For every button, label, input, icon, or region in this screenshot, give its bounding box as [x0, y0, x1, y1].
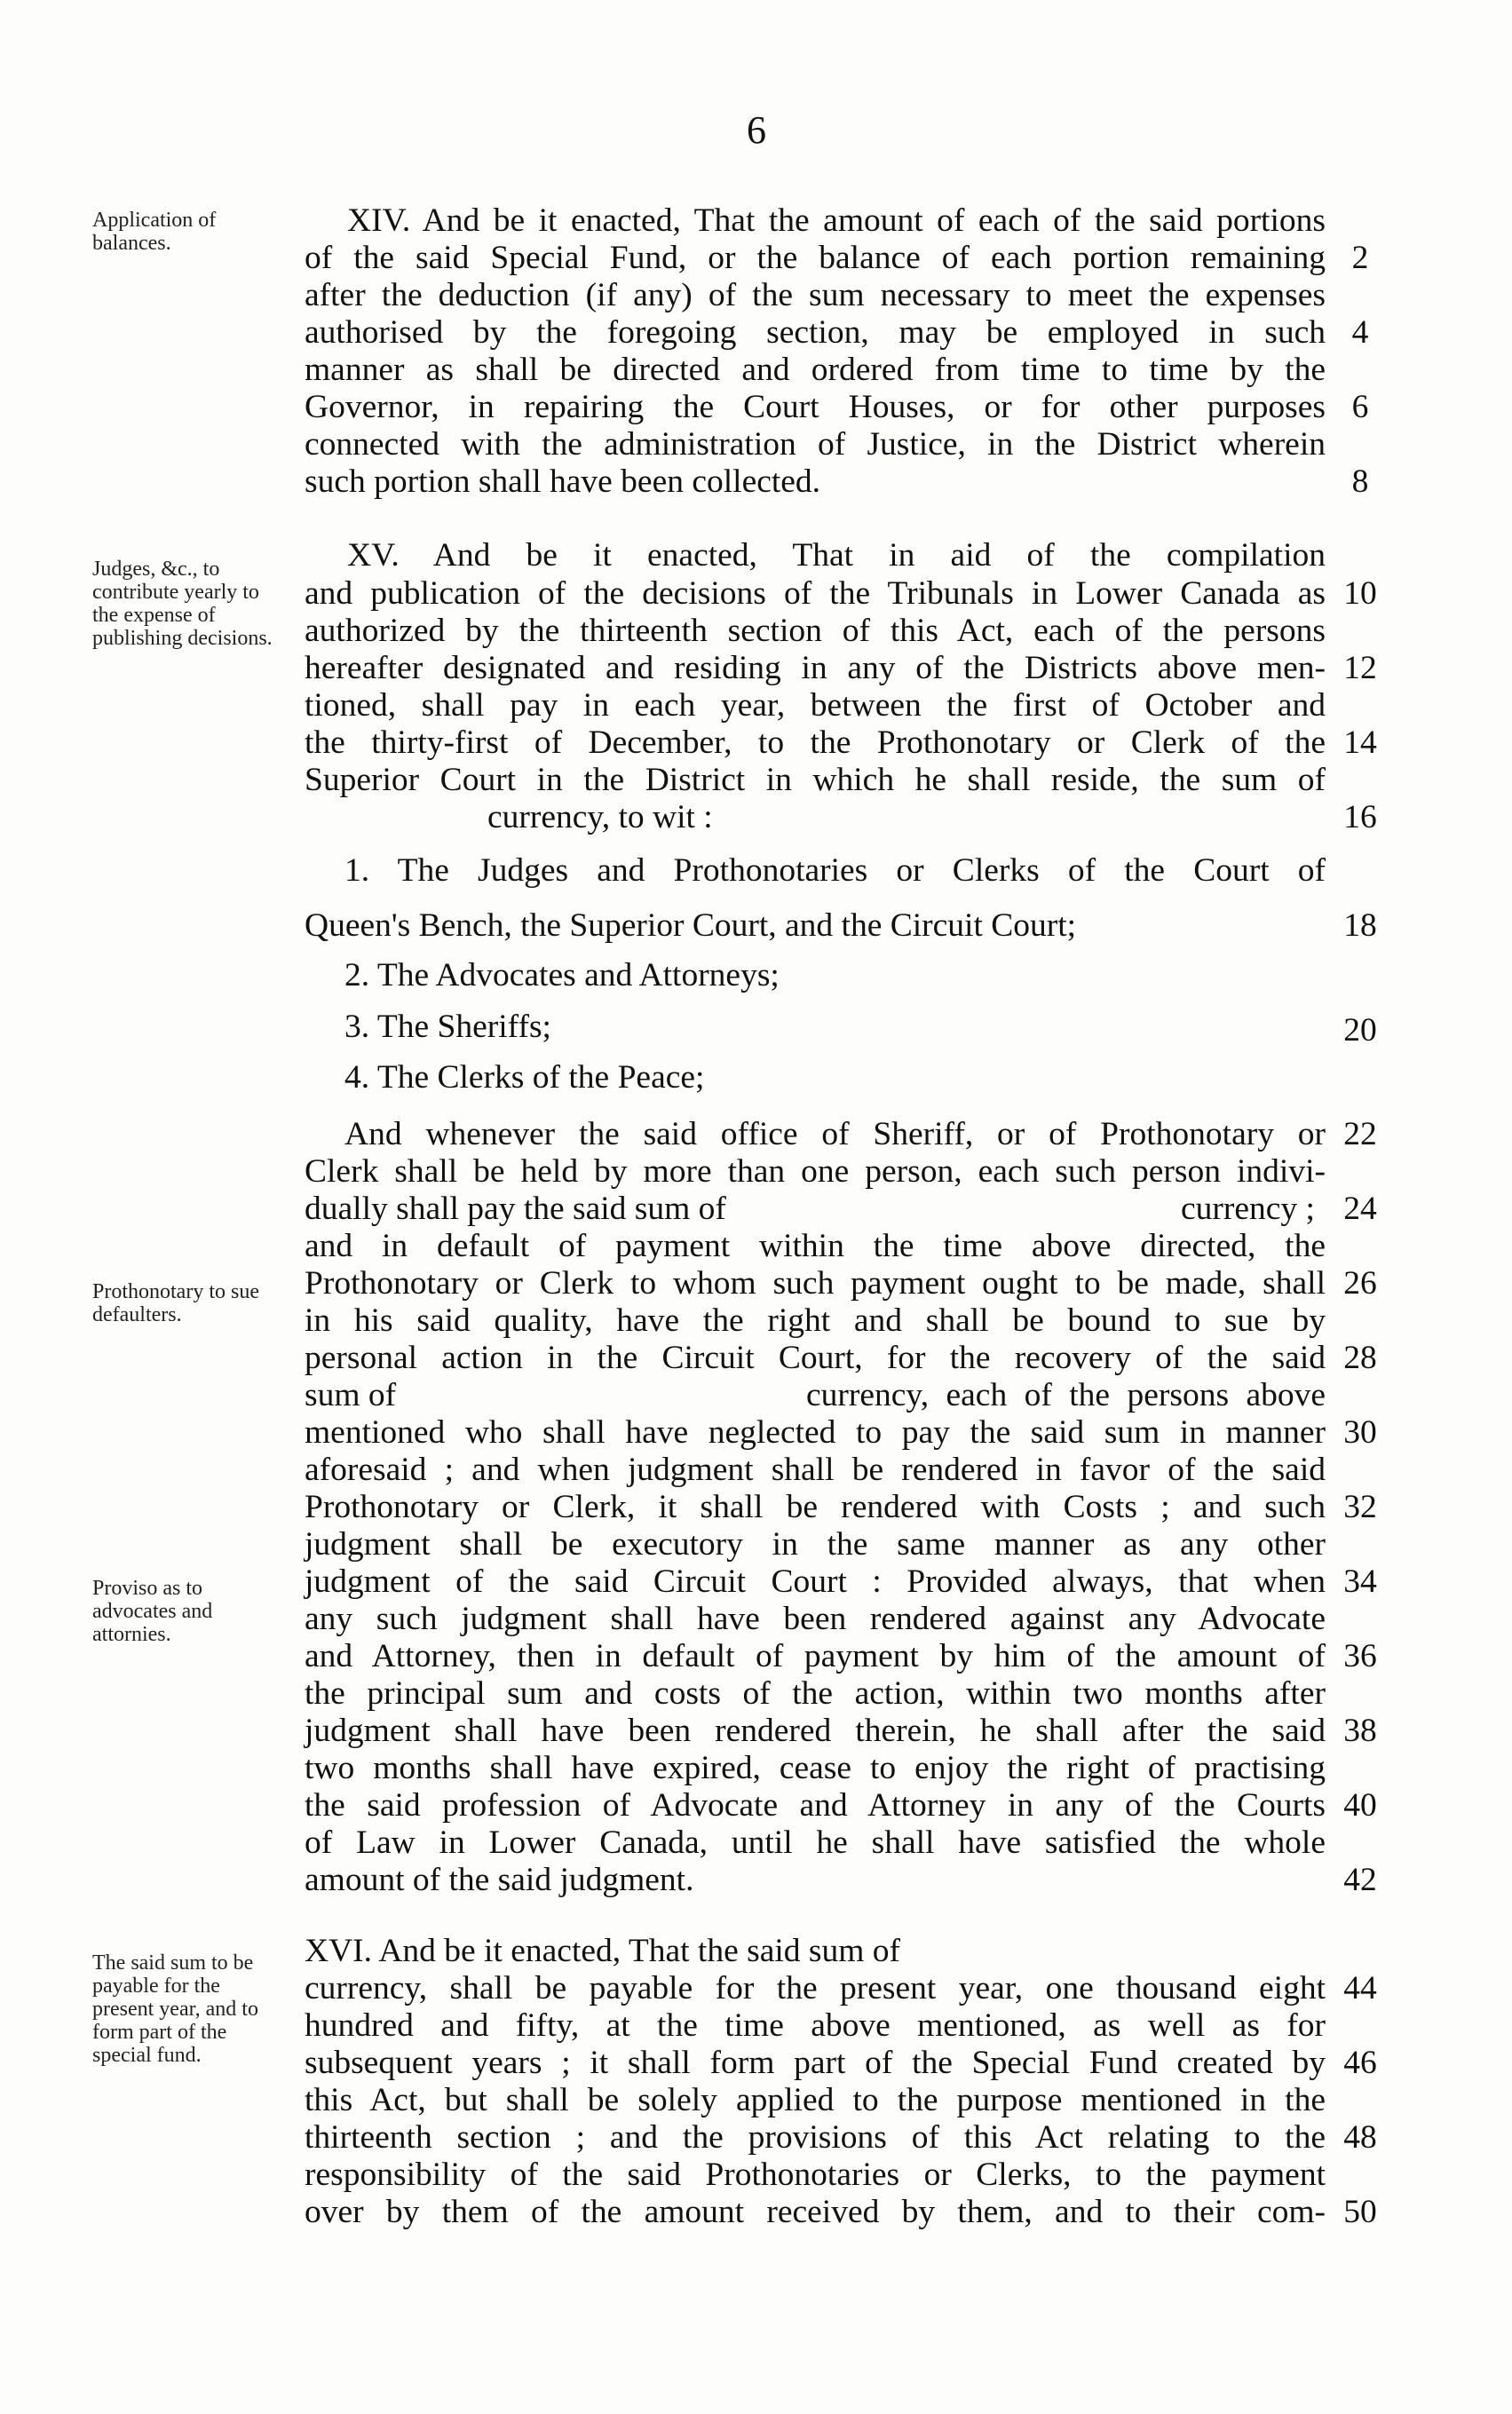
list-item: 2. The Advocates and Attorneys; — [344, 957, 780, 993]
text-line: two months shall have expired, cease to enjoy the right of practising — [305, 1750, 1326, 1786]
text-line: manner as shall be directed and ordered from time to time by the — [305, 352, 1326, 388]
text-line: dually shall pay the said sum of — [305, 1191, 726, 1227]
text-line: XVI. And be it enacted, That the said sum of — [305, 1933, 901, 1969]
text-line: thirteenth section ; and the provisions of this Act relating to the — [305, 2119, 1326, 2156]
line-number: 32 — [1343, 1489, 1377, 1525]
text-line: and in default of payment within the time above directed, the — [305, 1228, 1326, 1264]
line-number: 22 — [1343, 1116, 1377, 1152]
text-line: Prothonotary or Clerk, it shall be rendered with Costs ; and such — [305, 1489, 1326, 1525]
text-line: after the deduction (if any) of the sum necessary to meet the expenses — [305, 277, 1326, 313]
line-number: 28 — [1343, 1340, 1377, 1376]
text-line: Prothonotary or Clerk to whom such payment ought to be made, shall — [305, 1265, 1326, 1302]
text-line: and publication of the decisions of the Tribunals in Lower Canada as — [305, 575, 1326, 612]
text-line: this Act, but shall be solely applied to the purpose mentioned in the — [305, 2082, 1326, 2118]
text-line: the said profession of Advocate and Attorney in any of the Courts — [305, 1787, 1326, 1824]
text-line: currency, shall be payable for the present year, one thousand eight — [305, 1970, 1326, 2006]
text-line: Governor, in repairing the Court Houses, or for other purposes — [305, 389, 1326, 425]
text-line: sum of — [305, 1377, 397, 1413]
text-line: XIV. And be it enacted, That the amount of each of the said portions — [347, 202, 1326, 239]
line-number: 46 — [1343, 2045, 1377, 2081]
line-number: 12 — [1343, 650, 1377, 686]
line-number: 10 — [1343, 575, 1377, 612]
list-item: 3. The Sheriffs; — [344, 1009, 551, 1045]
line-number: 40 — [1343, 1787, 1377, 1824]
text-line: Superior Court in the District in which he shall reside, the sum of — [305, 762, 1326, 798]
text-line: connected with the administration of Justice, in the District wherein — [305, 426, 1326, 463]
text-line: the thirty-first of December, to the Prothonotary or Clerk of the — [305, 724, 1326, 761]
margin-note-said-sum-payable: The said sum to be payable for the present year, and to form part of the special fund. — [92, 1951, 258, 2067]
line-number: 2 — [1351, 240, 1369, 276]
list-item: 1. The Judges and Prothonotaries or Clerks of the Court of — [344, 852, 1326, 889]
text-line: in his said quality, have the right and shall be bound to sue by — [305, 1302, 1326, 1339]
text-line: such portion shall have been collected. — [305, 463, 821, 500]
line-number: 36 — [1343, 1638, 1377, 1674]
line-number: 6 — [1351, 389, 1369, 425]
text-line: aforesaid ; and when judgment shall be rendered in favor of the said — [305, 1452, 1326, 1488]
list-item: Queen's Bench, the Superior Court, and the Circuit Court; — [305, 907, 1077, 944]
line-number: 38 — [1343, 1713, 1377, 1749]
page-number: 6 — [747, 108, 766, 152]
line-number: 30 — [1343, 1414, 1377, 1451]
text-line: the principal sum and costs of the action, within two months after — [305, 1675, 1326, 1712]
text-line: authorised by the foregoing section, may be employed in such — [305, 314, 1326, 351]
margin-note-judges-contribute: Judges, &c., to contribute yearly to the expense of publishing decisions. — [92, 558, 273, 650]
text-line: of Law in Lower Canada, until he shall have satisfied the whole — [305, 1824, 1326, 1861]
line-number: 34 — [1343, 1563, 1377, 1600]
text-line: currency, to wit : — [487, 799, 713, 835]
text-line: over by them of the amount received by them, and to their com- — [305, 2194, 1326, 2230]
text-line: currency, each of the persons above — [806, 1377, 1326, 1413]
text-line: subsequent years ; it shall form part of the Special Fund created by — [305, 2045, 1326, 2081]
text-line: of the said Special Fund, or the balance of each portion remaining — [305, 240, 1326, 276]
text-line: hereafter designated and residing in any of the Districts above men- — [305, 650, 1326, 686]
line-number: 24 — [1343, 1191, 1377, 1227]
margin-note-prothonotary-sue: Prothonotary to sue defaulters. — [92, 1280, 259, 1326]
text-line: judgment of the said Circuit Court : Provided always, that when — [305, 1563, 1326, 1600]
line-number: 14 — [1343, 724, 1377, 761]
line-number: 42 — [1343, 1862, 1377, 1898]
list-item: 4. The Clerks of the Peace; — [344, 1059, 705, 1096]
margin-note-application-of-balances: Application of balances. — [92, 209, 217, 255]
line-number: 48 — [1343, 2119, 1377, 2156]
text-line: currency ; — [1181, 1191, 1315, 1227]
line-number: 16 — [1343, 799, 1377, 835]
line-number: 44 — [1343, 1970, 1377, 2006]
text-line: authorized by the thirteenth section of this Act, each of the persons — [305, 613, 1326, 649]
line-number: 18 — [1343, 907, 1377, 944]
text-line: judgment shall have been rendered therein, he shall after the said — [305, 1713, 1326, 1749]
line-number: 4 — [1351, 314, 1369, 351]
line-number: 26 — [1343, 1265, 1377, 1302]
text-line: personal action in the Circuit Court, for the recovery of the said — [305, 1340, 1326, 1376]
text-line: amount of the said judgment. — [305, 1862, 694, 1898]
text-line: tioned, shall pay in each year, between the first of October and — [305, 687, 1326, 724]
line-number: 8 — [1351, 463, 1369, 500]
text-line: And whenever the said office of Sheriff, or of Prothonotary or — [344, 1116, 1326, 1152]
text-line: Clerk shall be held by more than one person, each such person indivi- — [305, 1153, 1326, 1190]
text-line: mentioned who shall have neglected to pay the said sum in manner — [305, 1414, 1326, 1451]
text-line: and Attorney, then in default of payment by him of the amount of — [305, 1638, 1326, 1674]
text-line: judgment shall be executory in the same manner as any other — [305, 1526, 1326, 1563]
text-line: responsibility of the said Prothonotaries or Clerks, to the payment — [305, 2157, 1326, 2193]
text-line: XV. And be it enacted, That in aid of the compilation — [347, 537, 1326, 574]
line-number: 50 — [1343, 2194, 1377, 2230]
text-line: any such judgment shall have been rendered against any Advocate — [305, 1601, 1326, 1637]
text-line: hundred and fifty, at the time above mentioned, as well as for — [305, 2007, 1326, 2044]
margin-note-proviso-advocates: Proviso as to advocates and attornies. — [92, 1577, 213, 1646]
line-number: 20 — [1343, 1012, 1377, 1049]
